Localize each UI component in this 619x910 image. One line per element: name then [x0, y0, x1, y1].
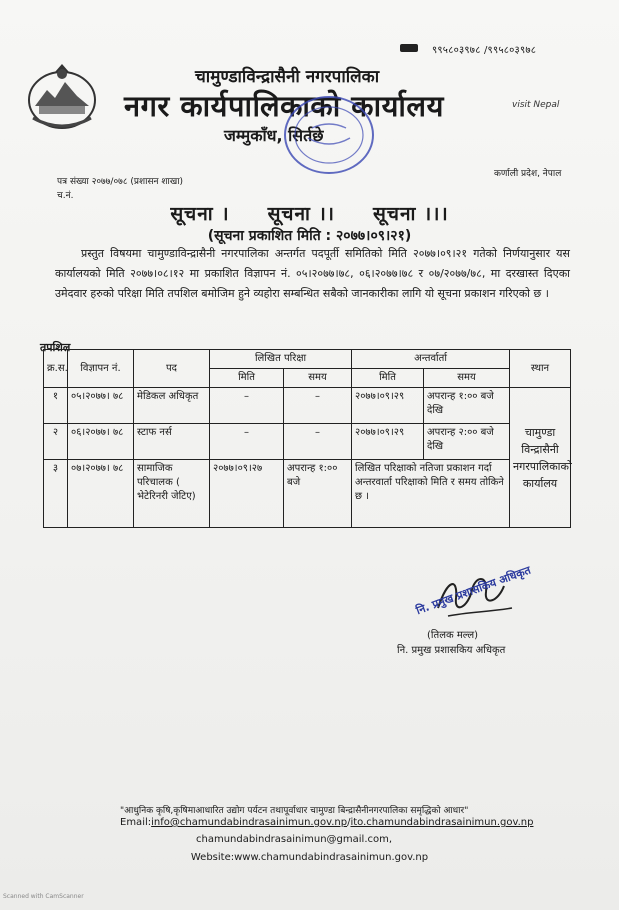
- nepal-government-emblem-icon: [25, 62, 99, 132]
- table-row: [44, 388, 571, 424]
- col-header-adv: विज्ञापन नं.: [68, 350, 134, 388]
- office-name: नगर कार्यपालिकाको कार्यालय: [124, 89, 444, 123]
- cell-written-date: –: [210, 388, 284, 424]
- cell-interview-note: लिखित परिक्षाको नतिजा प्रकाशन गर्दा अन्तरवार्ता परिक्षाको मिति र समय तोकिने छ ।: [352, 460, 510, 528]
- table-header-row: [44, 350, 571, 369]
- letter-reference: पत्र संख्या २०७७/०७८ (प्रशासन शाखा): [57, 177, 184, 187]
- cell-written-date: २०७७।०९।२७: [210, 460, 284, 528]
- col-header-venue: स्थान: [510, 350, 571, 388]
- cell-adv: ०५।२०७७। ७८: [68, 388, 134, 424]
- cell-written-time: –: [284, 424, 352, 460]
- col-header-sn: क्र.स.: [44, 350, 68, 388]
- email-separator: /: [347, 817, 351, 828]
- cell-adv: ०७।२०७७। ७८: [68, 460, 134, 528]
- col-header-interview-time: समय: [424, 369, 510, 388]
- exam-schedule-table: [43, 349, 571, 528]
- col-header-post: पद: [134, 350, 210, 388]
- cell-sn: १: [44, 388, 68, 424]
- cell-written-date: –: [210, 424, 284, 460]
- col-header-written: लिखित परिक्षा: [210, 350, 352, 369]
- footer-email-2: [196, 834, 392, 845]
- cell-interview-time: अपरान्ह १:०० बजे देखि: [424, 388, 510, 424]
- email-link-3[interactable]: chamundabindrasainimun@gmail.com,: [196, 834, 393, 845]
- col-header-written-time: समय: [284, 369, 352, 388]
- email-link[interactable]: info@chamundabindrasainimun.gov.np: [151, 817, 348, 828]
- dispatch-number: च.नं.: [57, 191, 74, 201]
- officer-stamp: नि. प्रमुख प्रशासकिय अधिकृत: [414, 563, 533, 618]
- scanner-watermark: Scanned with CamScanner: [3, 893, 84, 900]
- province-name: कर्णाली प्रदेश, नेपाल: [494, 169, 562, 179]
- footer-email: [120, 817, 534, 828]
- signatory-name: (तिलक मल्ल): [427, 630, 479, 641]
- notice-body: प्रस्तुत विषयमा चामुण्डाविन्द्रासैनी नगरपालिका अन्तर्गत पदपूर्ती समितिको मिति २०७७।०९।२१ गतेको निर्णयानुसार यस कार्यालयको मिति २०७७।०८।१२ मा प्रकाशित विज्ञापन नं. ०५।२०७७।७८, ०६।२०७७।७८ र ०७/२०७७/७८, मा दरखास्त दिएका उमेदवार हरुको परिक्षा मिति तपशिल बमोजिम हुने व्यहोरा सम्बन्धित सबैको जानकारीका लागि यो सूचना प्रकाशन गरिएको छ ।: [55, 247, 570, 300]
- email-link-2[interactable]: ito.chamundabindrasainimun.gov.np: [350, 817, 534, 828]
- visit-nepal-logo: visit Nepal: [512, 100, 560, 110]
- cell-interview-time: अपरान्ह २:०० बजे देखि: [424, 424, 510, 460]
- notice-heading: सूचना । सूचना ।। सूचना ।।।: [170, 203, 449, 225]
- cell-adv: ०६।२०७७। ७८: [68, 424, 134, 460]
- cell-interview-date: २०७७।०९।२९: [352, 388, 424, 424]
- cell-post: मेडिकल अधिकृत: [134, 388, 210, 424]
- cell-written-time: –: [284, 388, 352, 424]
- col-header-written-date: मिति: [210, 369, 284, 388]
- cell-interview-date: २०७७।०९।२९: [352, 424, 424, 460]
- cell-written-time: अपरान्ह १:०० बजे: [284, 460, 352, 528]
- email-label: Email:: [120, 817, 152, 828]
- col-header-interview-date: मिति: [352, 369, 424, 388]
- cell-sn: ३: [44, 460, 68, 528]
- phone-icon: [400, 44, 418, 52]
- office-seal-stamp-icon: [280, 92, 378, 178]
- notice-publish-date: (सूचना प्रकाशित मिति : २०७७।०९।२१): [207, 228, 412, 244]
- details-label: तपशिल: [40, 341, 71, 354]
- office-location: जम्मुकाँध, सिर्तछे: [224, 126, 324, 145]
- footer-website[interactable]: Website:www.chamundabindrasainimun.gov.np: [190, 852, 429, 863]
- cell-sn: २: [44, 424, 68, 460]
- table-row: [44, 460, 571, 528]
- cell-venue: चामुण्डा विन्द्रासैनी नगरपालिकाको कार्यालय: [510, 388, 571, 528]
- col-header-interview: अन्तर्वार्ता: [352, 350, 510, 369]
- signatory-title: नि. प्रमुख प्रशासकिय अधिकृत: [397, 645, 506, 656]
- municipality-name: चामुण्डाविन्द्रासैनी नगरपालिका: [195, 67, 380, 87]
- footer-slogan: "आधुनिक कृषि,कृषिमाआधारित उद्योग पर्यटन तथापूर्वाधार चामुण्डा बिन्द्रासैनीनगरपालिका समृद्धिको आधार": [120, 806, 469, 816]
- table-row: [44, 424, 571, 460]
- phone-number: ९९५८०३९७८ /९९५८०३९७८: [432, 45, 537, 56]
- cell-post: सामाजिक परिचालक ( भेटेरिनरी जेटिए): [134, 460, 210, 528]
- cell-post: स्टाफ नर्स: [134, 424, 210, 460]
